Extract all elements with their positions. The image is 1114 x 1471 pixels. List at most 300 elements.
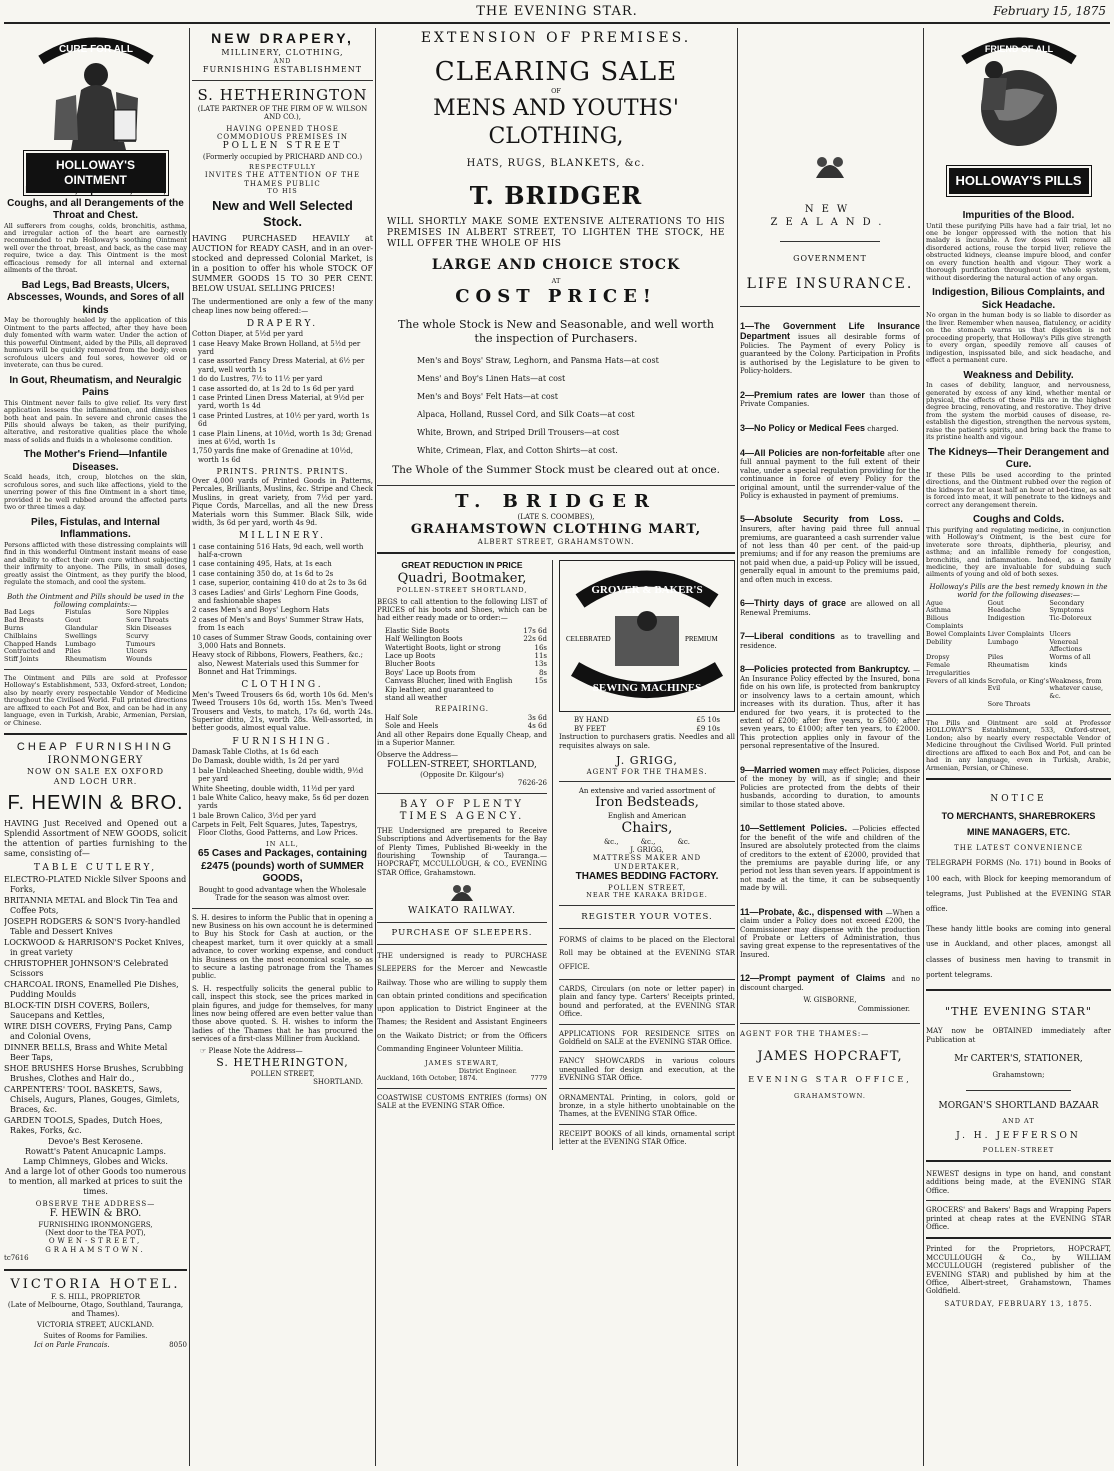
complaint-item: Scurvy xyxy=(126,631,149,640)
quadri-street: POLLEN-STREET SHORTLAND, xyxy=(396,586,528,595)
life-item xyxy=(740,765,920,809)
complaint-item: Chapped Hands xyxy=(4,639,57,648)
disease-item: Bowel Complaints xyxy=(926,629,986,638)
of-text: OF xyxy=(551,87,561,95)
hetherington-late: (LATE PARTNER OF THE FIRM OF W. WILSON AND CO.), xyxy=(197,104,368,122)
furnishing-item: 1 bale Unbleached Sheeting, double width, 9½d per yard xyxy=(192,766,364,784)
section-body: This purifying and regulating medicine, in conjunction with Holloway's Ointment, is the best cure for inveterate sore throats, diphtheria, pleurisy, and asthma; and an infallible remedy for congestion, bronchitis, and inflammation. Indeed, as a family medicine, they are invaluable for subduing such ailments of young and old of both sexes. xyxy=(926,525,1111,579)
grover-chairs: Chairs, xyxy=(621,820,673,837)
column-divider xyxy=(923,28,924,1466)
hetherington-invites: INVITES THE ATTENTION OF THE THAMES PUBLIC xyxy=(204,171,361,188)
disease-item: Rheumatism xyxy=(987,661,1029,670)
holloway-pills-logo xyxy=(949,30,1089,205)
price-item-name: Watertight Boots, light or strong xyxy=(385,643,501,652)
life-item xyxy=(740,664,920,750)
complaint-item: Rheumatism xyxy=(65,655,107,664)
victoria-late: (Late of Melbourne, Otago, Southland, Tauranga, and Thames). xyxy=(7,1301,184,1318)
section-head: The Mother's Friend—Infantile Diseases. xyxy=(23,449,168,473)
furnishing-item: 1 bale White Calico, heavy make, 5s 6d per dozen yards xyxy=(192,793,369,811)
forms-ad: FORMS of claims to be placed on the Electoral Roll may be obtained at the EVENING STAR OFFICE. xyxy=(559,936,735,971)
merchants-head: TO MERCHANTS, SHAREBROKERS xyxy=(941,811,1096,822)
bridger-line: Men's and Boys' Felt Hats—at cost xyxy=(417,391,558,401)
victoria-french: Ici on Parle Francais. xyxy=(34,1340,110,1349)
bridger-line: Men's and Boys' Straw, Leghorn, and Pansma Hats—at cost xyxy=(417,355,659,365)
price-row xyxy=(377,635,547,643)
price-row xyxy=(377,714,547,722)
furnishing-item: Carpets in Felt, Felt Squares, Jutes, Tapestrys, Floor Cloths, Good Patterns, and Low Prices. xyxy=(192,821,358,838)
life-item-body: are allowed on all Renewal Premiums. xyxy=(740,599,920,617)
life-item-body: charged. xyxy=(867,424,899,433)
bridger-name-2: T. BRIDGER xyxy=(455,490,657,512)
ointment-footer: The Ointment and Pills are sold at Professor Holloway's Establishment, 533, Oxford-street, London; also by nearly every respectable Vendor of Medicine throughout the Civilised World. Full printed directions are affixed to each Pot and Box, and can be had in any language, even in Turkish, Arabic, Armenian, Persian, or Chinese. xyxy=(4,673,187,727)
hewin-outro3: Lamp Chimneys, Globes and Wicks. xyxy=(23,1156,168,1166)
column-5 xyxy=(926,30,1111,1466)
by-hand-label: BY HAND xyxy=(574,716,609,725)
life-insurance-items xyxy=(740,321,920,993)
grover-celebrated: CELEBRATED xyxy=(566,635,611,644)
receipt-ad: RECEIPT BOOKS of all kinds, ornamental script letter at the EVENING STAR Office. xyxy=(559,1129,735,1147)
hetherington-intro: HAVING PURCHASED HEAVILY at AUCTION for READY CASH, and in an over-stocked and depressed Colonial Market, is in a position to offer his whole STOCK OF SUMMER GOODS 15 TO 30 PER CENT. BELOW USUAL SELLING PRICES! xyxy=(192,234,373,294)
bridger-late: (LATE S. COOMBES), xyxy=(517,513,595,522)
hewin-head3: NOW ON SALE EX OXFORD xyxy=(26,767,165,777)
masthead-title: THE EVENING STAR. xyxy=(476,4,638,19)
millinery-item: 1 case containing 495, Hats, at 1s each xyxy=(192,560,332,569)
disease-item: Bilious Complaints xyxy=(926,614,964,631)
large-stock: LARGE AND CHOICE STOCK xyxy=(431,256,681,273)
clothing-mart: GRAHAMSTOWN CLOTHING MART, xyxy=(410,521,702,537)
drapery-item: 1 case Heavy Make Brown Holland, at 5½d per yard xyxy=(192,339,361,356)
waikato-title: District Engineer. xyxy=(458,1066,517,1075)
millinery-head: MILLINERY. xyxy=(239,531,326,542)
votes-head: REGISTER YOUR VOTES. xyxy=(581,911,713,922)
price-row xyxy=(377,660,547,668)
bridger-lines xyxy=(377,356,735,456)
sewing-machine-icon xyxy=(560,561,734,709)
mine-head: MINE MANAGERS, ETC. xyxy=(966,826,1070,837)
diseases-list xyxy=(926,600,1111,709)
disease-item: Asthma xyxy=(926,606,951,615)
victoria-street: VICTORIA STREET, AUCKLAND. xyxy=(37,1320,154,1329)
quadri-other: And all other Repairs done Equally Cheap, and in a Superior Manner. xyxy=(377,730,547,747)
millinery-item: 3 cases Ladies' and Girls' Leghorn Fine Goods, and fashionable shapes xyxy=(192,588,359,605)
drapery-section-head: DRAPERY. xyxy=(246,318,319,329)
extension-head: EXTENSION OF PREMISES. xyxy=(420,30,692,46)
hewin-item: BLOCK-TIN DISH COVERS, Boilers, Saucepans and Kettles, xyxy=(4,1000,150,1020)
complaint-item: Stiff Joints xyxy=(4,655,39,664)
life-item xyxy=(740,423,920,434)
life-commissioner: Commissioner. xyxy=(857,1004,910,1013)
drapery-item: 1 case Plain Linens, at 10½d, worth 1s 3d; Grenad ines at 6½d, worth 1s xyxy=(192,429,372,446)
drapery-item: 1 case assorted do, at 1s 2d to 1s 6d per yard xyxy=(192,384,354,393)
millinery-item: 1 case containing 350 do, at 1s 6d to 2s xyxy=(192,569,334,578)
complaint-item: Contracted and xyxy=(4,647,56,656)
hewin-intro: HAVING Just Received and Opened out a Splendid Assortment of NEW GOODS, solicit the attention of parties furnishing to the same, consisting of— xyxy=(4,819,187,859)
at-text: AT xyxy=(551,277,561,286)
morgan-text: MORGAN'S SHORTLAND BAZAAR xyxy=(938,1100,1099,1111)
furnishing-head: FURNISHING. xyxy=(232,736,333,747)
disease-item: Debility xyxy=(926,637,952,646)
hewin-items xyxy=(4,875,187,1136)
disease-item: kinds xyxy=(1049,661,1068,670)
life-item-body: issues all desirable forms of Policies. The Payment of every Policy is guaranteed by the Colony. Participation in Profits is authorised by the Legislature to be given to Policy-holders. xyxy=(740,333,920,376)
disease-item: Dropsy xyxy=(926,653,950,662)
furnishing-item: Damask Table Cloths, at 1s 6d each xyxy=(192,747,319,756)
column-2 xyxy=(192,30,373,1466)
disease-item: Secondary xyxy=(1049,598,1085,607)
grover-ext: An extensive and varied assortment of xyxy=(578,787,716,796)
crest-icon xyxy=(377,881,547,906)
hygeia-figure-icon xyxy=(26,30,166,150)
latest-head: THE LATEST CONVENIENCE xyxy=(954,843,1083,852)
complaint-item: Sore Throats xyxy=(126,616,169,625)
life-item xyxy=(740,514,920,584)
logo-motto: CURE FOR ALL xyxy=(58,44,133,55)
hewin-head2: IRONMONGERY xyxy=(47,754,144,766)
victoria-prop: F. S. HILL, PROPRIETOR xyxy=(50,1292,141,1301)
section-body: If these Pills be used according to the printed directions, and the Ointment rubbed over the region of the kidneys for at least half an hour at bed-time, as salt is forced into meat, it will penetrate to the kidneys and correct any derangement therein. xyxy=(926,470,1111,509)
in-all: IN ALL, xyxy=(266,839,299,848)
price-row xyxy=(377,677,547,702)
price-item-name: Half Wellington Boots xyxy=(385,635,463,644)
life-item-head: 8—Policies protected from Bankruptcy. xyxy=(740,664,911,675)
cases-text: 65 Cases and Packages, containing £2475 (pounds) worth of SUMMER GOODS, xyxy=(198,848,367,885)
mens-clothing: MENS AND YOUTHS' CLOTHING, xyxy=(433,96,679,149)
grover-grigg: J. GRIGG, xyxy=(616,753,678,767)
complaints-intro: Both the Ointment and Pills should be used in the following complaints:— xyxy=(7,592,184,609)
grover-instruction: Instruction to purchasers gratis. Needles and all requisites always on sale. xyxy=(559,733,735,750)
life-item-head: 6—Thirty days of grace xyxy=(740,597,846,608)
life-item-head: 3—No Policy or Medical Fees xyxy=(740,422,866,433)
complaints-list xyxy=(4,609,187,664)
disease-item: Indigestion xyxy=(987,614,1025,623)
cards-ad: CARDS, Circulars (on note or letter paper) in plain and fancy type. Carters' Receipts printed, bound and perforated, at the EVENING STAR Office. xyxy=(559,985,735,1019)
disease-item: Fevers of all kinds xyxy=(926,676,987,685)
clothing-head: CLOTHING. xyxy=(241,679,324,690)
life-item-head: 2—Premium rates are lower xyxy=(740,389,865,400)
quadri-great: GREAT REDUCTION IN PRICE xyxy=(401,560,523,571)
price-item-value: 11s xyxy=(534,652,547,661)
nz-head: NEW ZEALAND. xyxy=(770,204,890,228)
quadri-addr: FOLLEN-STREET, SHORTLAND, xyxy=(387,759,537,770)
hewin-outro1: Devoe's Best Kerosene. xyxy=(48,1136,143,1146)
life-item-head: 4—All Policies are non-forfeitable xyxy=(740,447,885,458)
disease-item: Worms of all xyxy=(1049,653,1091,662)
gov-head: GOVERNMENT xyxy=(793,254,867,263)
victoria-suites: Suites of Rooms for Families. xyxy=(43,1332,148,1341)
hetherington-name: S. HETHERINGTON xyxy=(197,86,368,104)
life-item-body: —Insurers, after having paid three full annual premiums, are guaranteed a cash surrender value of not less than 40 per cent. of the paid-up premiums; and if for any reason the premiums are not paid when due, a paid-up Policy will be issued, generally equal in amount to the premiums paid, and often much in excess. xyxy=(740,516,920,584)
graham-text: Grahamstown; xyxy=(992,1071,1045,1080)
globe-figure-icon xyxy=(949,30,1089,165)
life-item-head: 5—Absolute Security from Loss. xyxy=(740,514,903,525)
price-item-name: Elastic Side Boots xyxy=(385,626,450,635)
price-item-value: 13s xyxy=(534,660,547,669)
saturday-text: SATURDAY, FEBRUARY 13, 1875. xyxy=(944,1299,1093,1308)
solicits-text: S. H. respectfully solicits the general public to call, inspect this stock, see the prices marked in plain figures, and judge for themselves, for many lines now being offered are even better value than those above quoted. S. H. wishes to inform the ladies of the Thames that he has procured the services of a first-class Milliner from Auckland. xyxy=(192,984,373,1044)
hetherington-having: HAVING OPENED THOSE COMMODIOUS PREMISES IN xyxy=(216,124,349,141)
complaint-item: Wounds xyxy=(126,655,153,664)
diseases-intro: Holloway's Pills are the best remedy known in the world for the following diseases:— xyxy=(929,582,1108,600)
life-town: GRAHAMSTOWN. xyxy=(794,1091,866,1100)
section-body: Until these purifying Pills have had a fair trial, let no one be longer oppressed with the notion that his malady is incurable. A few doses will remove all disordered actions, rouse the torpid liver, relieve the obstructed kidneys, cleanse impure blood, and confer on every function health and vigour. They work a thorough purification throughout the whole system, without disordering the natural action of any organ. xyxy=(926,221,1111,282)
hewin-observe: OBSERVE THE ADDRESS— xyxy=(35,1199,156,1208)
hewin-item: CARPENTERS' TOOL BASKETS, Saws, Chisels, Augurs, Planes, Gouges, Gimlets, Braces, &c. xyxy=(4,1084,180,1114)
disease-item: Ague xyxy=(926,598,943,607)
disease-item: Piles xyxy=(987,653,1004,662)
furnishing-list xyxy=(192,748,373,838)
life-insurance-head: LIFE INSURANCE. xyxy=(746,276,914,292)
hewin-item: CHARCOAL IRONS, Enamelled Pie Dishes, Pudding Moulds xyxy=(4,979,179,999)
millinery-item: 1 case containing 516 Hats, 9d each, well worth half-a-crown xyxy=(192,542,364,560)
hewin-item: DINNER BELLS, Brass and White Metal Beer Taps, xyxy=(4,1042,168,1062)
hewin-item: SHOE BRUSHES Horse Brushes, Scrubbing Brushes, Clothes and Hair do., xyxy=(4,1063,184,1083)
life-item-body: —An Insurance Policy effected by the Insured, bona fide on his own life, is protected from bankruptcy or insolvency laws to a certain amount, which increases with its duration. Thus, after it has endured for two years, it is protected to the extent of £200; after five years, to £500; after seven years, to £1000; after ten years, to £2000. This protection applies only in favour of the personal representative of the Insured. xyxy=(740,666,920,751)
drapery-item: Cotton Diaper, at 5½d per yard xyxy=(192,330,304,339)
complaint-item: Gout xyxy=(65,616,81,625)
millinery-item: 1 case, superior, containing 410 do at 2s to 3s 6d xyxy=(192,579,367,588)
price-row xyxy=(377,627,547,635)
section-head: Piles, Fistulas, and Internal Inflammations. xyxy=(31,516,160,541)
star-head: "THE EVENING STAR" xyxy=(945,1005,1092,1019)
bridger-line: Alpaca, Holland, Russel Cord, and Silk Coats—at cost xyxy=(417,409,635,419)
bridger-name: T. BRIDGER xyxy=(469,180,643,210)
section-head: The Kidneys—Their Derangement and Cure. xyxy=(927,446,1110,471)
hewin-item: BRITANNIA METAL and Block Tin Tea and Coffee Pots, xyxy=(4,895,178,915)
complaint-item: Bad Breasts xyxy=(4,616,44,625)
life-item-body: —Policies effected for the benefit of the wife and children of the Insured are absolutely protected from the claims of creditors to the extent of £2000, provided that the premiums are payable during life, or any period not less than seven years. If appointment is not made at the time, it can be subsequently made by will. xyxy=(740,824,920,893)
carter-text: Mr CARTER'S, STATIONER, xyxy=(954,1053,1083,1064)
life-item-body: and no discount charged. xyxy=(740,975,920,993)
column-3 xyxy=(377,30,735,1466)
furnishing-item: White Sheeting, double width, 11½d per yard xyxy=(192,784,355,793)
pills-logo-motto: FRIEND OF ALL xyxy=(984,44,1053,54)
price-item-name: Blucher Boots xyxy=(385,660,436,669)
clearing-sale: CLEARING SALE xyxy=(434,56,678,87)
hewin-outro2: Rowatt's Patent Anucapnic Lamps. xyxy=(24,1146,166,1156)
sub-column-right xyxy=(559,560,735,1150)
disease-item xyxy=(1049,701,1111,709)
by-feet-price: £9 10s xyxy=(696,724,720,733)
grover-iron: Iron Bedsteads, xyxy=(595,795,699,811)
section-body: All sufferers from coughs, colds, bronchitis, asthma, and irregular action of the heart are earnestly recommended to rub Holloway's soothing Ointment well over the throat, breast, and back, as the case may require, twice a day. This Ointment is the most efficacious remedy for all internal and external ailments of the throat. xyxy=(4,221,187,275)
price-row xyxy=(377,669,547,677)
drapery-head4: FURNISHING ESTABLISHMENT xyxy=(202,65,363,74)
disease-item: Female Irregularities xyxy=(926,661,970,677)
hetherington-street: POLLEN STREET xyxy=(222,141,343,152)
life-item xyxy=(740,390,920,409)
hewin-item: LOCKWOOD & HARRISON'S Pocket Knives, in great variety xyxy=(4,937,185,957)
price-item-name: Canvass Blucher, lined with English Kip leather, and guaranteed to stand all weather xyxy=(385,677,513,702)
life-item-head: 1—The Government Life Insurance Department xyxy=(740,320,920,342)
complaint-item: Fistulas xyxy=(65,608,92,617)
column-4 xyxy=(740,30,920,1466)
addr-name: S. HETHERINGTON, xyxy=(216,1055,349,1069)
will-text: WILL SHORTLY MAKE SOME EXTENSIVE ALTERATIONS TO HIS PREMISES IN ALBERT STREET, TO LIGHTEN THE STOCK, HE WILL OFFER THE WHOLE OF HIS xyxy=(387,216,725,250)
complaint-item: Bad Legs xyxy=(4,608,35,617)
column-1 xyxy=(4,30,187,1466)
hewin-addr-line2: (Next door to the TEA POT), xyxy=(45,1228,146,1237)
please-note xyxy=(192,1047,373,1055)
clothing-body: Men's Tweed Trousers 6s 6d, worth 10s 6d. Men's Tweed Trousers 10s 6d, worth 15s. Men's Tweed Trousers and Vests, to match, 17s 6d, worth 24s. Superior ditto, 21s, worth 28s. Well-assorted, in better goods, almost equal value. xyxy=(192,690,373,733)
millinery-item: 2 cases of Men's and Boys' Summer Straw Hats, from 1s each xyxy=(192,615,364,633)
millinery-list xyxy=(192,543,373,677)
pollen-text: POLLEN-STREET xyxy=(982,1145,1055,1154)
bridger-line: Mens' and Boy's Linen Hats—at cost xyxy=(417,373,566,383)
section-body: May be thoroughly healed by the application of this Ointment to the parts affected, after they have been duly fomented with warm water. Under the action of this powerful Ointment, aided by the Pills, all depraved humours will be quickly removed from the body; even scrofulous ulcers and foul sores, however old or inveterate, can thus be cured. xyxy=(4,316,187,370)
hewin-head4: AND LOCH URR. xyxy=(53,777,138,787)
section-head: Coughs, and all Derangements of the Throat and Chest. xyxy=(7,197,184,221)
column-divider xyxy=(375,28,376,1466)
pointing-hand-icon: ☞ xyxy=(200,1047,209,1056)
disease-item: Gout xyxy=(987,598,1004,607)
grover-banner: GROVER & BAKER'S xyxy=(591,584,703,597)
price-row xyxy=(377,652,547,660)
life-item-head: 7—Liberal conditions xyxy=(740,631,836,642)
by-feet-label: BY FEET xyxy=(574,724,606,733)
grover-pollen: POLLEN STREET, xyxy=(607,883,687,892)
ornamental-ad: ORNAMENTAL Printing, in colors, gold or bronze, in a style hitherto unobtainable on the Thames, at the EVENING STAR Office. xyxy=(559,1093,735,1119)
price-item-name: Sole and Heels xyxy=(385,722,439,731)
hewin-code: tc7616 xyxy=(4,1254,29,1263)
disease-item: Tic-Doloreux xyxy=(1049,614,1092,623)
quadri-name: Quadri, Bootmaker, xyxy=(397,570,527,586)
life-item xyxy=(740,631,920,650)
millinery-item: Heavy stock of Ribbons, Flowers, Feathers, &c.; also, Newest Materials used this Summer for Bonnet and Hat Trimmings. xyxy=(192,651,364,677)
bay-body: THE Undersigned are prepared to Receive Subscriptions and Advertisements for the Bay of Plenty Times, Published Bi-weekly in the flourishing Township of Tauranga.— HOPCRAFT, MCCULLOUGH, & CO., EVENING STAR Office, Grahamstown. xyxy=(377,826,547,877)
and-at-text: AND AT xyxy=(1002,1116,1035,1125)
whole-stock: The whole Stock is New and Seasonable, and well worth the inspection of Purchasers. xyxy=(398,318,714,345)
hetherington-few: The undermentioned are only a few of the many cheap lines now being offered:— xyxy=(192,298,373,315)
complaint-item: Tumours xyxy=(126,639,156,648)
quadri-repairing: REPAIRING. xyxy=(435,705,489,714)
section-body: In cases of debility, languor, and nervousness, generated by excess of any kind, whether mental or physical, the effects of these Pills are in the highest degree bracing, renovating, and restorative. They drive from the system the morbid causes of disease, re-establish the digestion, strengthen the nervous system, raise the patient's spirits, and bring back the frame to its pristine health and vigour. xyxy=(926,381,1111,442)
life-item-head: 10—Settlement Policies. xyxy=(740,822,847,833)
grover-etc: &c., &c., &c. xyxy=(603,837,691,846)
complaint-item: Glandular xyxy=(65,623,98,632)
complaint-item: Chilblains xyxy=(4,631,38,640)
grover-grigg-2: J. GRIGG, xyxy=(630,845,664,854)
disease-item: Weakness, from whatever cause, &c. xyxy=(1049,676,1104,701)
bridger-line: White, Crimean, Flax, and Cotton Shirts—at cost. xyxy=(417,445,618,455)
millinery-item: 10 cases of Summer Straw Goods, containing over 3,000 Hats and Bonnets. xyxy=(192,633,372,650)
quadri-observe: Observe the Address— xyxy=(377,751,459,760)
life-item-head: 12—Prompt payment of Claims xyxy=(740,973,886,984)
top-rule xyxy=(4,22,1110,24)
quadri-intro: BEGS to call attention to the following LIST of PRICES of his boots and Shoes, which can be had either ready made or to order:— xyxy=(377,597,547,623)
holloway-pills-sections xyxy=(926,210,1111,579)
desires-text: S. H. desires to inform the Public that in opening a new Business on his own account he is determined to Buy his Stock for Cash at auction, or the cheapest market, turn it over quickly at a small advance, to cover working expense, and conduct his Business on the most economical scale, so as to secure a lasting patronage from the Thames public. xyxy=(192,913,373,981)
handy-text: These handy little books are coming into general use in Auckland, and other places, amongst all classes of business men having to transmit in portent telegrams. xyxy=(926,924,1111,979)
disease-item: Ulcers xyxy=(1049,629,1071,638)
hats-rugs: HATS, RUGS, BLANKETS, &c. xyxy=(466,158,646,170)
disease-item: Symptoms xyxy=(1049,606,1084,615)
section-body: No organ in the human body is so liable to disorder as the liver. Remember when nausea, flatulency, or acidity on the stomach warns us that digestion is not proceeding properly, that Holloway's Pills give strength to every organ, speedily remove all causes of indigestion, inspissated bile, and sick headache, and effect a permanent cure. xyxy=(926,311,1111,365)
waikato-sign: JAMES STEWART, xyxy=(424,1059,500,1068)
drapery-item: 1 case Printed Linen Dress Material, at 9½d per yard, worth 1s 4d xyxy=(192,393,364,411)
price-row xyxy=(377,644,547,652)
quadri-repair-list xyxy=(377,714,547,731)
bridger-line: White, Brown, and Striped Drill Trousers—at cost xyxy=(417,427,620,437)
printed-text: Printed for the Proprietors, HOPCRAFT, MCCULLOUGH & Co., by WILLIAM MCCULLOUGH (registered publisher of the EVENING STAR) and published by him at the Office, Albert-street, Grahamstown, Thames Goldfield. xyxy=(926,1245,1111,1296)
life-item xyxy=(740,321,920,376)
bought-text: Bought to good advantage when the Wholesale Trade for the season was almost over. xyxy=(198,885,367,903)
column-divider xyxy=(189,28,190,1466)
note-text: Please Note the Address— xyxy=(208,1047,303,1056)
hewin-table-cutlery: TABLE CUTLERY, xyxy=(33,863,158,874)
life-item xyxy=(740,973,920,992)
grover-mattress: MATTRESS MAKER AND UNDERTAKER, xyxy=(592,854,702,871)
victoria-head: VICTORIA HOTEL. xyxy=(10,1276,181,1292)
complaint-item: Sore Nipples xyxy=(126,608,169,617)
life-item-head: 9—Married women xyxy=(740,764,821,775)
grover-premium: PREMIUM xyxy=(685,635,718,644)
price-item-value: 8s xyxy=(538,668,547,677)
may-text: MAY now be OBTAINED immediately after Publication at xyxy=(926,1027,1111,1044)
section-head: Indigestion, Bilious Complaints, and Sick Headache. xyxy=(932,287,1105,311)
complaint-item: Skin Diseases xyxy=(126,623,172,632)
drapery-head2: MILLINERY, CLOTHING, xyxy=(221,47,344,57)
waikato-date: Auckland, 16th October, 1874. xyxy=(377,1074,478,1083)
life-item xyxy=(740,907,920,960)
disease-item: Scrofula, or King's Evil xyxy=(987,676,1049,693)
bay-head: BAY OF PLENTY TIMES AGENCY. xyxy=(399,798,525,823)
price-item-value: 4s 6d xyxy=(527,722,547,731)
complaint-item: Piles xyxy=(65,647,81,656)
disease-item: Venereal Affections xyxy=(1049,637,1083,654)
prints-head: PRINTS. PRINTS. PRINTS. xyxy=(216,467,349,477)
millinery-item: 2 cases Men's and Boys' Leghorn Hats xyxy=(192,606,330,615)
victoria-code: 8050 xyxy=(169,1340,187,1349)
life-item-body: after one full annual payment to the full extent of their value, under a special regulation providing for the continuance in force of every Policy for the original amount, until the surrender-value of the Policy is exhausted in payment of premiums. xyxy=(740,449,920,500)
life-office: EVENING STAR OFFICE, xyxy=(748,1074,912,1084)
albert-street: ALBERT STREET, GRAHAMSTOWN. xyxy=(477,537,635,546)
quadri-price-list xyxy=(377,627,547,703)
price-item-value: 22s 6d xyxy=(523,635,547,644)
summer-stock: The Whole of the Summer Stock must be cleared out at once. xyxy=(392,463,720,476)
life-item-body: —When a claim under a Policy does not exceed £200, the Commissioner may dispense with the production of Probate or Letters of Administration, thus saving great expense to the representatives of the Insured. xyxy=(740,908,920,959)
quadri-code: 7626-26 xyxy=(517,779,547,788)
addr-town: SHORTLAND. xyxy=(313,1078,363,1087)
telegraph-text: TELEGRAPH FORMS (No. 171) bound in Books of 100 each, with Block for keeping memorandum of telegrams, Just Published at the EVENING STAR office. xyxy=(926,859,1111,914)
section-head: Coughs and Colds. xyxy=(972,514,1065,526)
notice-head: NOTICE xyxy=(990,794,1047,805)
grover-sewing: SEWING MACHINES xyxy=(592,682,702,695)
drapery-item: 1 case Printed Lustres, at 10½ per yard, worth 1s 6d xyxy=(192,411,370,429)
life-item-head: 11—Probate, &c., dispensed with xyxy=(740,906,883,917)
life-item-body: as to travelling and residence. xyxy=(740,633,920,650)
hetherington-to-his: TO HIS xyxy=(267,187,298,196)
hewin-outro4: And a large lot of other Goods too numerous to mention, all marked at prices to suit the times. xyxy=(5,1166,186,1196)
disease-item: Headache xyxy=(987,606,1021,615)
masthead-date: February 15, 1875 xyxy=(993,4,1106,18)
disease-item: Lumbago xyxy=(987,637,1019,646)
jefferson-text: J. H. JEFFERSON xyxy=(956,1131,1081,1142)
sub-column-left xyxy=(377,560,553,1150)
pills-footer: The Pills and Ointment are sold at Professor HOLLOWAY'S Establishment, 533, Oxford-street, London; also by nearly every respectable Vendor of Medicine throughout the Civilised World. Full printed directions are affixed to each Box and Pot, and can be had in any language, even in Turkish, Arabic, Armenian, Persian, or Chinese. xyxy=(926,718,1111,772)
waikato-head: WAIKATO RAILWAY. xyxy=(407,906,517,917)
life-item-body: may effect Policies, dispose of the money by will, as if single; and their Policies are protected from the debts of their husbands, according to duration, to amounts similar to those stated above. xyxy=(740,766,920,809)
grover-agent: AGENT FOR THE THAMES. xyxy=(586,767,708,776)
column-divider xyxy=(737,28,738,1466)
furnishing-item: 1 bale Brown Calico, 3½d per yard xyxy=(192,811,317,820)
price-item-value: 16s xyxy=(534,643,547,652)
hewin-item: GARDEN TOOLS, Spades, Dutch Hoes, Rakes, Forks, &c. xyxy=(4,1115,163,1135)
prints-body: Over 4,000 yards of Printed Goods in Patterns, Percales, Brilliants, Muslins, &c. Stripe and Check Muslins, in great variety, from 7½d per yard. Pique Cords, Marcellas, and all the new Dress Materials worn this Summer. Black Silk, wide width, 3s 6d per yard, worth 4s 9d. xyxy=(192,477,373,528)
section-head: In Gout, Rheumatism, and Neuralgic Pains xyxy=(9,374,182,399)
masthead xyxy=(0,4,1114,20)
hewin-addr-name: F. HEWIN & BRO. xyxy=(49,1208,142,1220)
hetherington-formerly: (Formerly occupied by PRICHARD AND CO.) xyxy=(202,152,363,161)
